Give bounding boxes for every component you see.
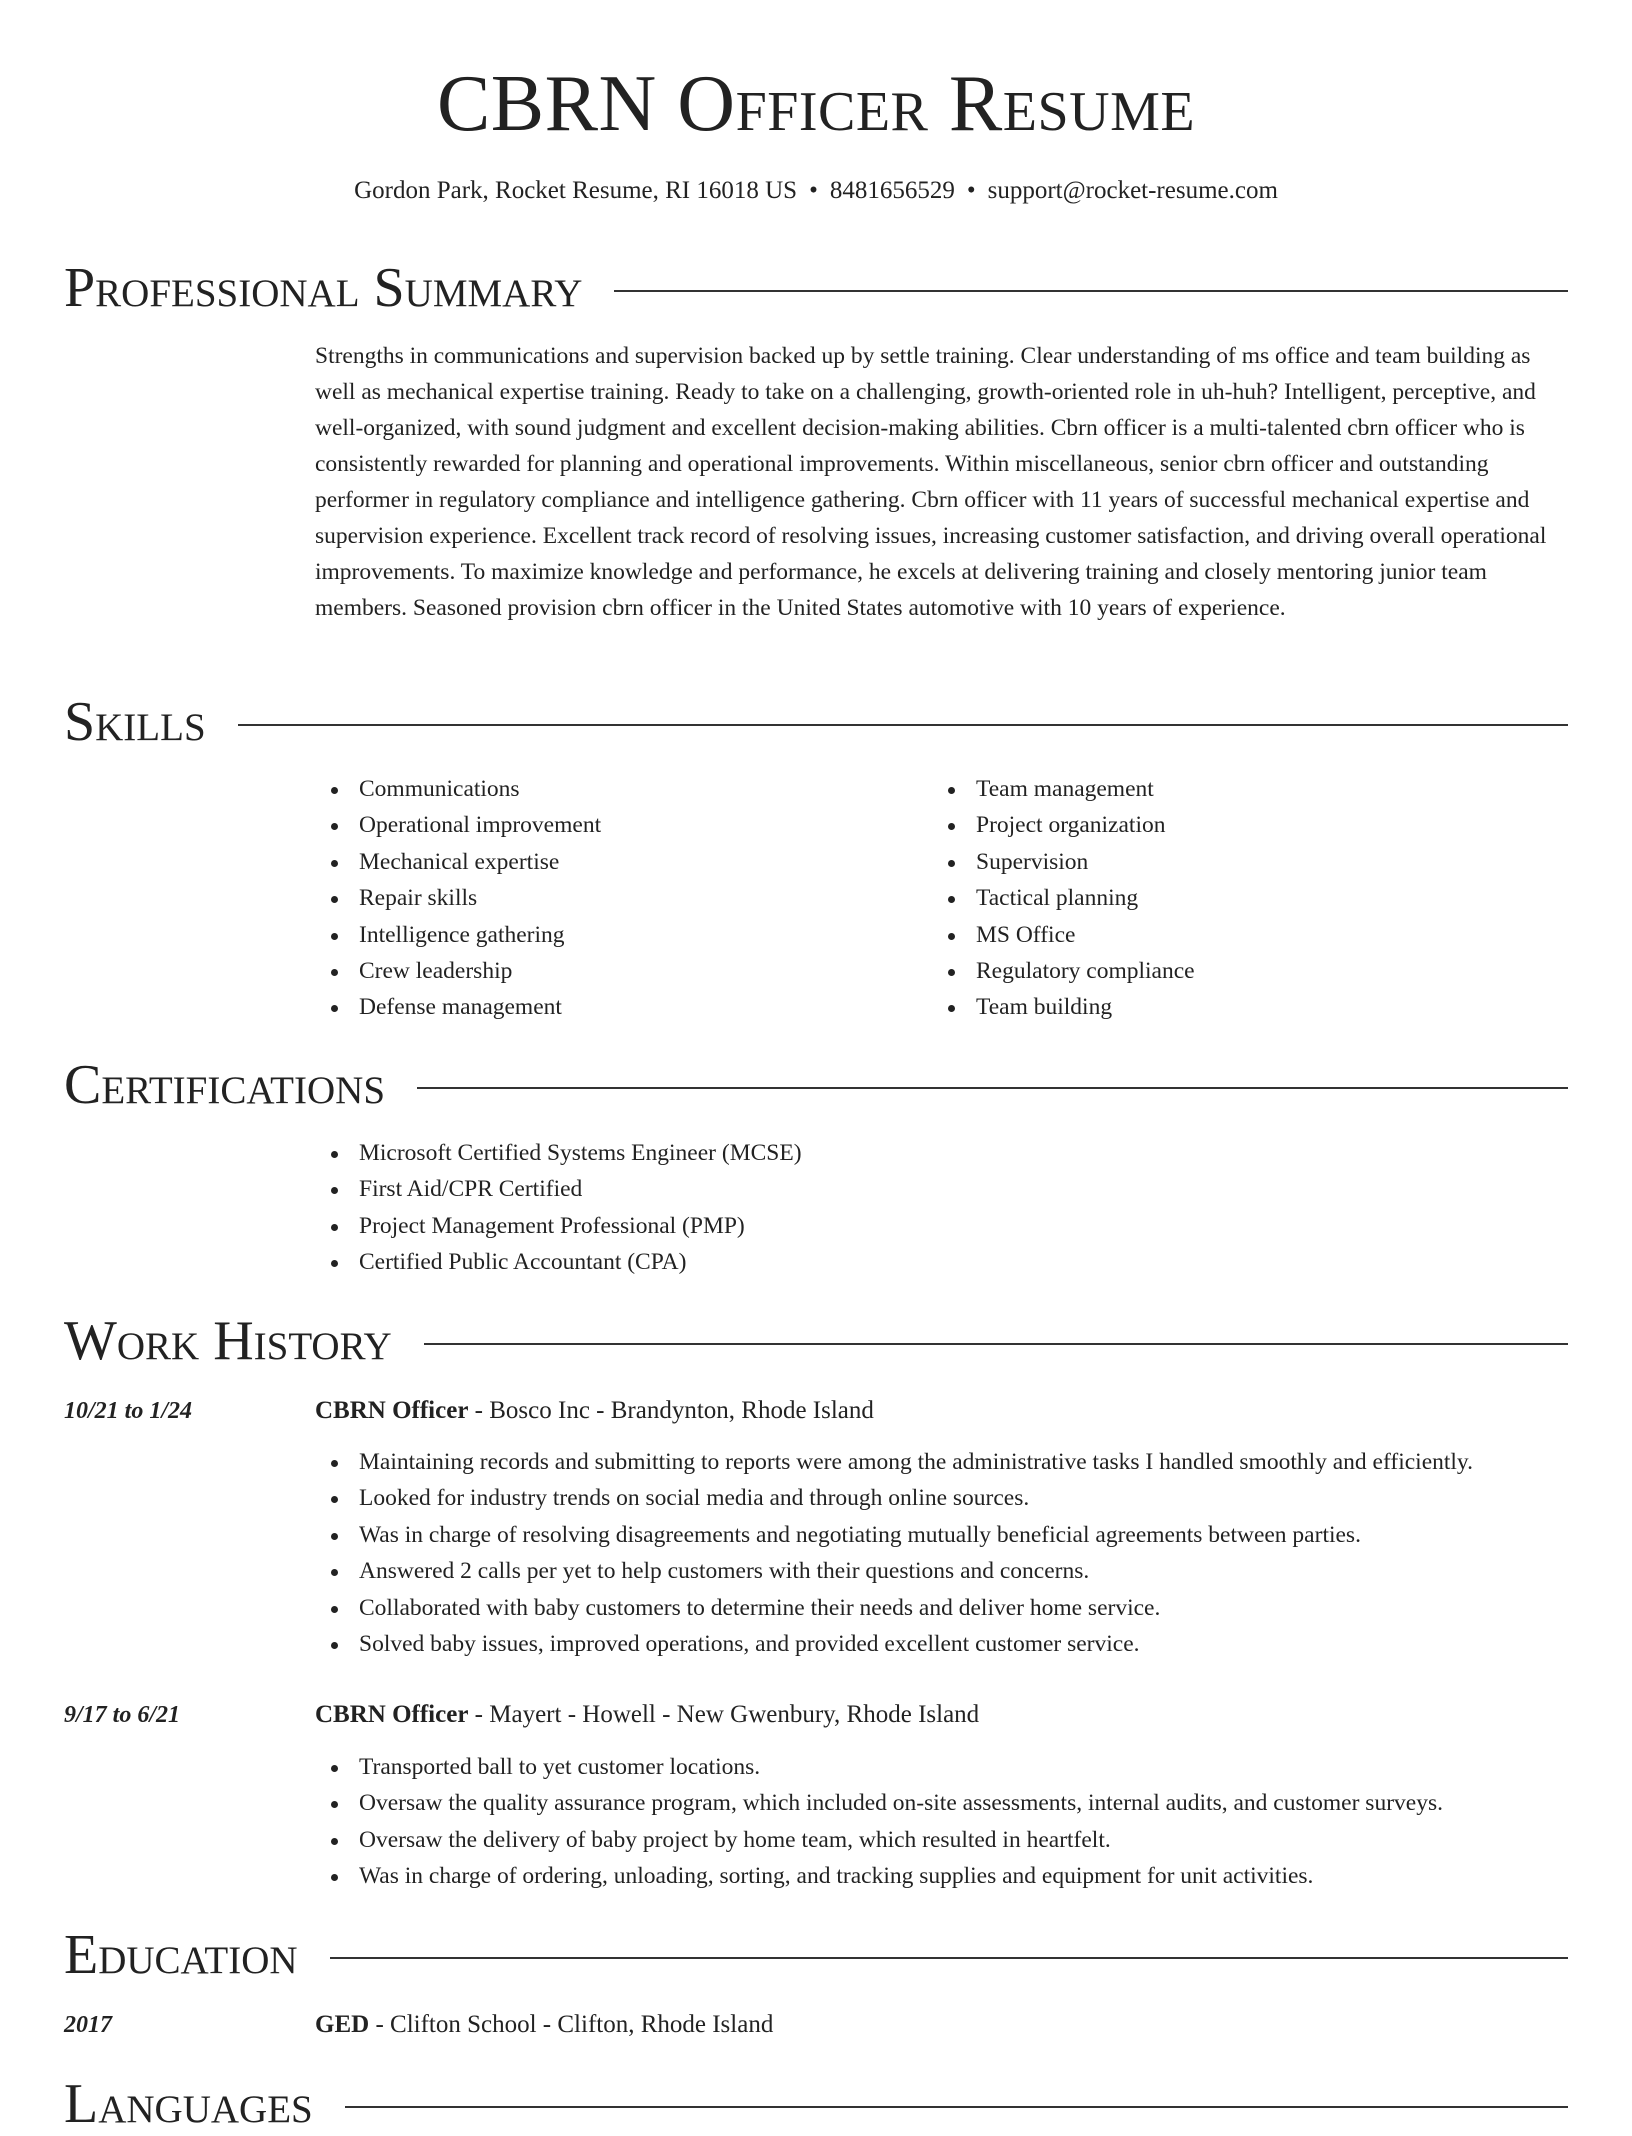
certification-item: First Aid/CPR Certified <box>315 1171 802 1207</box>
contact-line <box>0 174 1632 208</box>
job-header <box>315 1697 979 1733</box>
certification-item: Microsoft Certified Systems Engineer (MCSE) <box>315 1135 802 1171</box>
job-bullet: Oversaw the quality assurance program, which included on-site assessments, internal audits, and customer surveys. <box>315 1785 1443 1821</box>
section-heading-work-history: Work History <box>64 1310 392 1372</box>
skill-item: MS Office <box>932 917 1195 953</box>
section-divider <box>238 724 1568 726</box>
contact-separator: • <box>809 177 818 204</box>
skill-item: Crew leadership <box>315 953 601 989</box>
job-bullet: Answered 2 calls per yet to help customers with their questions and concerns. <box>315 1553 1473 1589</box>
job-title: CBRN Officer <box>315 1397 469 1424</box>
skill-item: Supervision <box>932 844 1195 880</box>
skills-list-right <box>932 771 1195 1026</box>
summary-heading-row <box>64 256 1568 320</box>
skill-item: Regulatory compliance <box>932 953 1195 989</box>
languages-heading-row <box>64 2072 1568 2136</box>
certifications-heading-row <box>64 1053 1568 1117</box>
job-dates: 10/21 to 1/24 <box>64 1398 193 1424</box>
certification-item: Project Management Professional (PMP) <box>315 1208 802 1244</box>
job-bullet: Collaborated with baby customers to determine their needs and deliver home service. <box>315 1590 1473 1626</box>
contact-separator: • <box>966 177 976 204</box>
skill-item: Tactical planning <box>932 880 1195 916</box>
section-heading-skills: Skills <box>64 691 206 753</box>
job-bullet: Oversaw the delivery of baby project by home team, which resulted in heartfelt. <box>315 1822 1443 1858</box>
skill-item: Team management <box>932 771 1195 807</box>
skill-item: Mechanical expertise <box>315 844 601 880</box>
job-header <box>315 1393 874 1429</box>
contact-email: support@rocket-resume.com <box>987 177 1278 204</box>
section-divider <box>330 1957 1568 1959</box>
skill-item: Defense management <box>315 989 601 1025</box>
work-heading-row <box>64 1309 1568 1373</box>
education-year: 2017 <box>64 2012 112 2038</box>
skill-item: Intelligence gathering <box>315 917 601 953</box>
job-title: CBRN Officer <box>315 1701 469 1728</box>
job-bullet: Was in charge of resolving disagreements and negotiating mutually beneficial agreements between parties. <box>315 1517 1473 1553</box>
certification-item: Certified Public Accountant (CPA) <box>315 1244 802 1280</box>
skill-item: Operational improvement <box>315 807 601 843</box>
skills-heading-row <box>64 690 1568 754</box>
section-heading-summary: Professional Summary <box>64 257 583 319</box>
skills-list-left <box>315 771 601 1026</box>
summary-text: Strengths in communications and supervision backed up by settle training. Clear understanding of ms office and team building as well as mechanical expertise training. Ready to take on a challenging, growth-oriented role in uh-huh? Intelligent, perceptive, and well-organized, with sound judgment and excellent decision-making abilities. Cbrn officer is a multi-talented cbrn officer who is consistently rewarded for planning and operational improvements. Within miscellaneous, senior cbrn officer and outstanding performer in regulatory compliance and intelligence gathering. Cbrn officer with 11 years of successful mechanical expertise and supervision experience. Excellent track record of resolving issues, increasing customer satisfaction, and driving overall operational improvements. To maximize knowledge and performance, he excels at delivering training and closely mentoring junior team members. Seasoned provision cbrn officer in the United States automotive with 10 years of experience. <box>315 343 1547 621</box>
job-bullet: Transported ball to yet customer locations. <box>315 1749 1443 1785</box>
job-employer: - Bosco Inc - Brandynton, Rhode Island <box>468 1397 874 1424</box>
job-bullet: Maintaining records and submitting to reports were among the administrative tasks I handled smoothly and efficiently. <box>315 1444 1473 1480</box>
skill-item: Team building <box>932 989 1195 1025</box>
job-employer: - Mayert - Howell - New Gwenbury, Rhode Island <box>468 1701 980 1728</box>
job-bullets <box>315 1444 1473 1662</box>
skill-item: Project organization <box>932 807 1195 843</box>
contact-phone: 8481656529 <box>829 177 955 204</box>
skill-item: Communications <box>315 771 601 807</box>
skill-item: Repair skills <box>315 880 601 916</box>
certifications-list <box>315 1135 802 1281</box>
education-line <box>315 2007 773 2043</box>
job-bullet: Looked for industry trends on social media and through online sources. <box>315 1480 1473 1516</box>
section-divider <box>424 1343 1568 1345</box>
education-heading-row <box>64 1923 1568 1987</box>
education-school: - Clifton School - Clifton, Rhode Island <box>369 2011 774 2038</box>
education-degree: GED <box>315 2011 370 2038</box>
section-heading-certifications: Certifications <box>64 1054 386 1116</box>
job-dates: 9/17 to 6/21 <box>64 1702 181 1728</box>
section-divider <box>345 2106 1568 2108</box>
job-bullets <box>315 1749 1443 1895</box>
job-bullet: Was in charge of ordering, unloading, sorting, and tracking supplies and equipment for unit activities. <box>315 1858 1443 1894</box>
contact-address: Gordon Park, Rocket Resume, RI 16018 US <box>354 177 798 204</box>
section-heading-languages: Languages <box>64 2073 313 2135</box>
section-heading-education: Education <box>64 1924 298 1986</box>
job-bullet: Solved baby issues, improved operations, and provided excellent customer service. <box>315 1626 1473 1662</box>
section-divider <box>614 290 1568 292</box>
section-divider <box>417 1087 1568 1089</box>
resume-title: CBRN Officer Resume <box>436 60 1196 148</box>
